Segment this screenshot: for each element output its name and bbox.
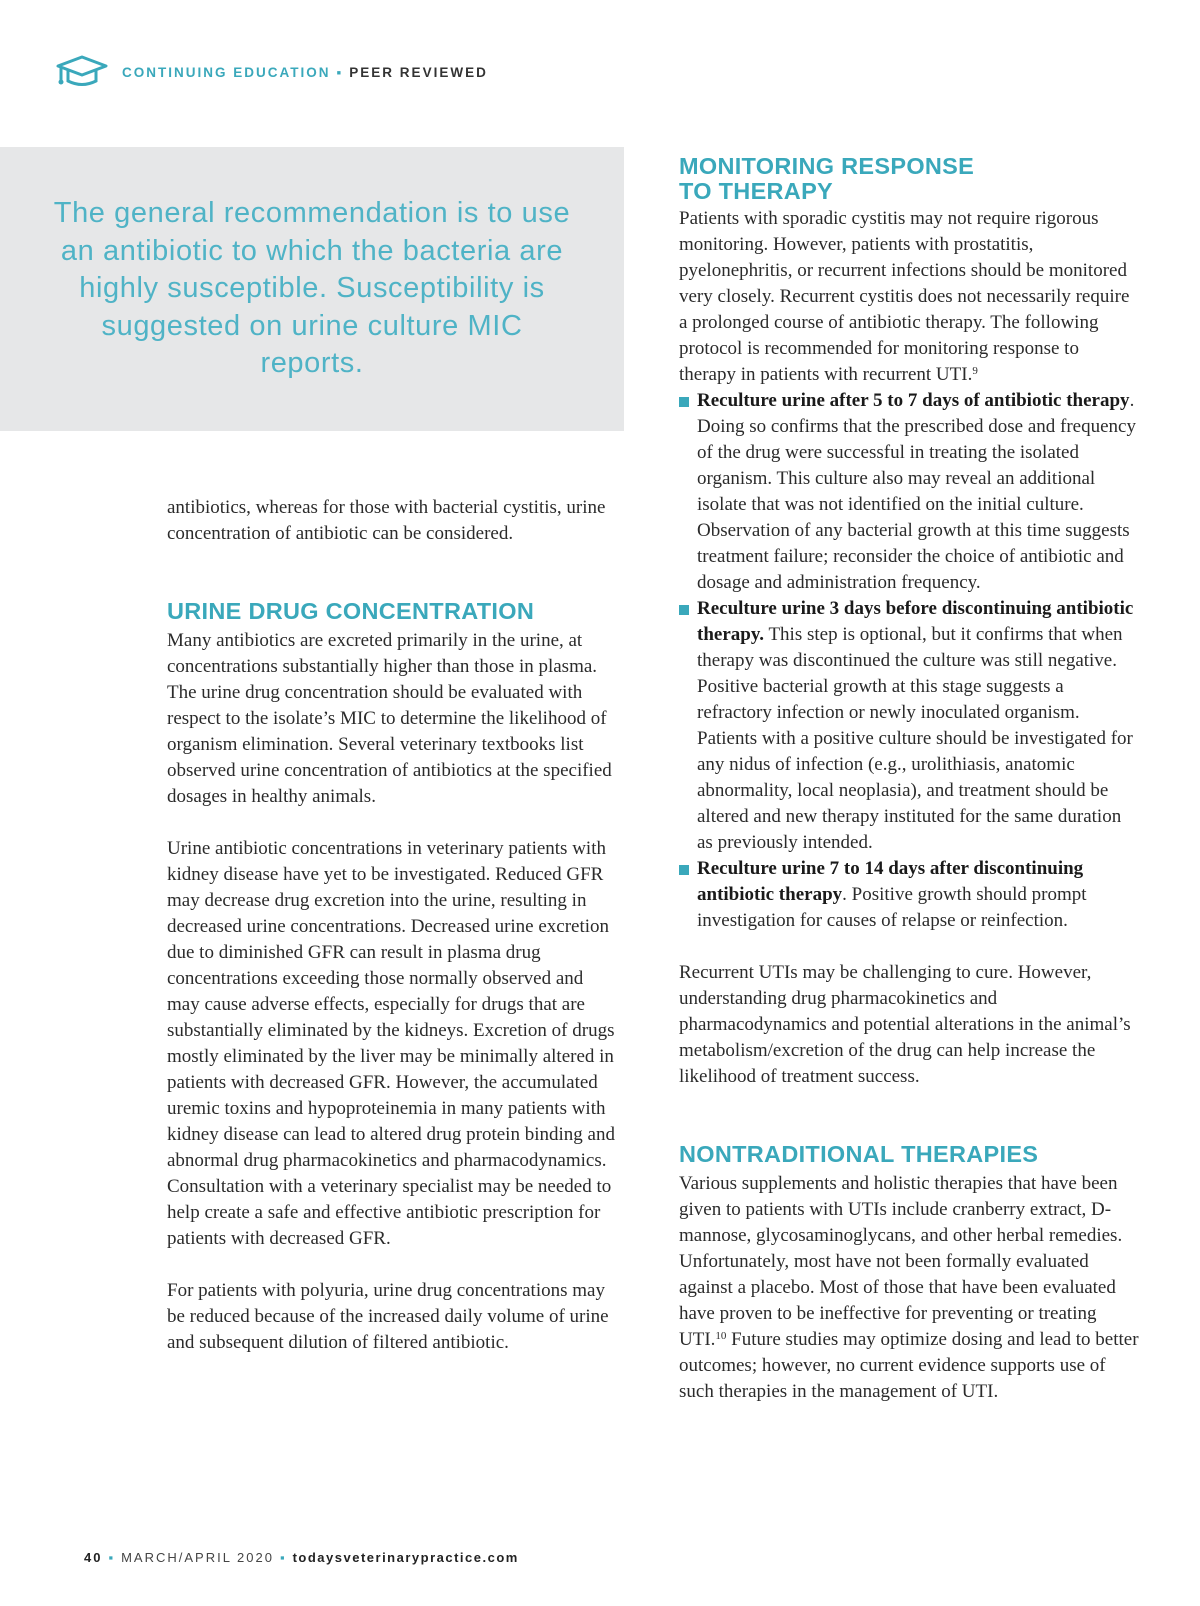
page-header xyxy=(54,52,488,92)
monitoring-heading-line-1: MONITORING RESPONSE xyxy=(679,153,975,179)
bullet-3-bold: Reculture urine 7 to 14 days after discontinuing antibiotic therapy xyxy=(697,858,1084,905)
urine-drug-paragraph-3: For patients with polyuria, urine drug concentrations may be reduced because of the increased daily volume of urine and subsequent dilution of filtered antibiotic. xyxy=(167,1280,609,1353)
list-item xyxy=(679,596,1139,856)
section-label: CONTINUING EDUCATION xyxy=(122,64,331,80)
bullet-1-bold: Reculture urine after 5 to 7 days of antibiotic therapy xyxy=(697,390,1130,411)
kicker-separator: ▪ xyxy=(336,64,344,80)
urine-drug-paragraph-2: Urine antibiotic concentrations in veterinary patients with kidney disease have yet to be investigated. Reduced GFR may decrease drug excretion into the urine, resulting in decreased urine concentrations. Decreased urine excretion due to diminished GFR can result in plasma drug concentrations exceeding those normally observed and may cause adverse effects, especially for drugs that are substantially eliminated by the kidneys. Excretion of drugs mostly eliminated by the liver may be minimally altered in patients with decreased GFR. However, the accumulated uremic toxins and hypoproteinemia in many patients with kidney disease can lead to altered drug protein binding and abnormal drug pharmacokinetics and pharmacodynamics. Consultation with a veterinary specialist may be needed to help create a safe and effective antibiotic prescription for patients with decreased GFR. xyxy=(167,838,615,1249)
list-item xyxy=(679,856,1139,934)
reculture-protocol-list xyxy=(679,388,1139,934)
nontraditional-text-2: Future studies may optimize dosing and lead to better outcomes; however, no current evidence supports use of such therapies in the management of UTI. xyxy=(679,1329,1139,1402)
monitoring-intro-text: Patients with sporadic cystitis may not require rigorous monitoring. However, patients with prostatitis, pyelonephritis, or recurrent infections should be monitored very closely. Recurrent cystitis does not necessarily require a prolonged course of antibiotic therapy. The following protocol is recommended for monitoring response to therapy in patients with recurrent UTI. xyxy=(679,208,1130,385)
website-link[interactable]: todaysveterinarypractice.com xyxy=(292,1550,519,1565)
nontraditional-heading: NONTRADITIONAL THERAPIES xyxy=(679,1141,1039,1167)
bullet-1-text: . Doing so confirms that the prescribed dose and frequency of the drug were successful in treating the isolated organism. This culture also may reveal an additional isolate that was not identified on the initial culture. Observation of any bacterial growth at this time suggests treatment failure; reconsider the choice of antibiotic and dosage and administration frequency. xyxy=(697,390,1136,593)
footer-separator-2: ▪ xyxy=(279,1550,287,1565)
list-item xyxy=(679,388,1139,596)
monitoring-heading-line-2: TO THERAPY xyxy=(679,178,834,204)
nontraditional-text-1: Various supplements and holistic therapies that have been given to patients with UTIs include cranberry extract, D-mannose, glycosaminoglycans, and other herbal remedies. Unfortunately, most have not been formally evaluated against a placebo. Most of those that have been evaluated have proven to be ineffective for preventing or treating UTI. xyxy=(679,1173,1123,1350)
right-column xyxy=(679,154,1139,1405)
issue-date: MARCH/APRIL 2020 xyxy=(121,1550,274,1565)
review-label: PEER REVIEWED xyxy=(349,64,488,80)
urine-drug-heading: URINE DRUG CONCENTRATION xyxy=(167,598,535,624)
section-kicker xyxy=(122,65,488,80)
graduation-cap-icon xyxy=(54,54,110,90)
nontraditional-paragraph xyxy=(679,1171,1139,1405)
page-number: 40 xyxy=(84,1550,103,1565)
page-footer xyxy=(84,1550,519,1565)
monitoring-conclusion: Recurrent UTIs may be challenging to cure. However, understanding drug pharmacokinetics and pharmacodynamics and potential alterations in the animal’s metabolism/excretion of the drug can help increase the likelihood of treatment success. xyxy=(679,962,1131,1087)
monitoring-intro xyxy=(679,206,1139,388)
left-column xyxy=(167,495,617,1356)
continuation-paragraph: antibiotics, whereas for those with bacterial cystitis, urine concentration of antibiotic can be considered. xyxy=(167,497,606,544)
bullet-2-text: This step is optional, but it confirms that when therapy was discontinued the culture was still negative. Positive bacterial growth at this stage suggests a refractory infection or newly inoculated organism. Patients with a positive culture should be investigated for any nidus of infection (e.g., urolithiasis, anatomic abnormality, local neoplasia), and treatment should be altered and new therapy instituted for the same duration as previously intended. xyxy=(697,624,1133,853)
urine-drug-paragraph-1: Many antibiotics are excreted primarily in the urine, at concentrations substantially higher than those in plasma. The urine drug concentration should be evaluated with respect to the isolate’s MIC to determine the likelihood of organism elimination. Several veterinary textbooks list observed urine concentration of antibiotics at the specified dosages in healthy animals. xyxy=(167,630,612,807)
bullet-2-bold: Reculture urine 3 days before discontinuing antibiotic therapy. xyxy=(697,598,1134,645)
bullet-3-text: . Positive growth should prompt investigation for causes of relapse or reinfection. xyxy=(697,884,1087,931)
reference-9: 9 xyxy=(972,365,978,377)
pull-quote-text: The general recommendation is to use an antibiotic to which the bacteria are highly susceptible. Susceptibility is suggested on urine culture MIC reports. xyxy=(53,197,571,380)
monitoring-heading xyxy=(679,154,1139,204)
footer-separator-1: ▪ xyxy=(108,1550,116,1565)
reference-10: 10 xyxy=(715,1330,727,1342)
pull-quote-box xyxy=(0,147,624,431)
